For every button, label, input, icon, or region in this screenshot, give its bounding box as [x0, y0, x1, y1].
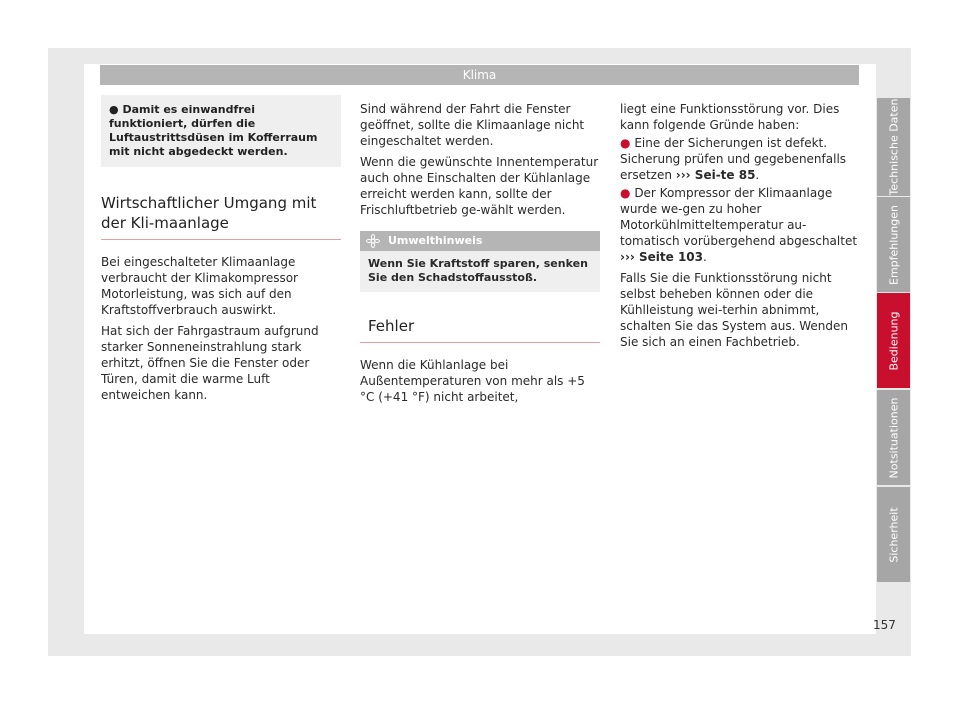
list-item: ● Eine der Sicherungen ist defekt. Sicherung prüfen und gegebenenfalls ersetzen ››› Sei-te 85. — [620, 136, 847, 182]
tab-sicherheit[interactable]: Sicherheit — [877, 487, 910, 582]
environment-note-header — [360, 231, 600, 251]
tab-notsituationen[interactable]: Notsituationen — [877, 390, 910, 485]
warning-box — [101, 95, 341, 167]
paragraph: Wenn die gewünschte Innentemperatur auch ohne Einschalten der Kühlanlage erreicht werden kann, sollte der Frischluftbetrieb ge-wählt werden. — [360, 155, 599, 217]
tab-bedienung[interactable]: Bedienung — [877, 293, 910, 388]
tab-empfehlungen[interactable]: Empfehlungen — [877, 197, 910, 292]
column-1 — [101, 95, 341, 408]
paragraph: Wenn die Kühlanlage bei Außentemperaturen von mehr als +5 °C (+41 °F) nicht arbeitet, — [360, 358, 585, 404]
section-title-economic: Wirtschaftlicher Umgang mit der Kli-maanlage — [101, 193, 341, 240]
flower-icon — [366, 234, 380, 248]
column-2 — [360, 101, 600, 410]
paragraph: Bei eingeschalteter Klimaanlage verbraucht der Klimakompressor Motorleistung, was sich auf den Kraftstoffverbrauch auswirkt. — [101, 255, 298, 317]
warning-text: Damit es einwandfrei funktioniert, dürfen die Luftaustrittsdüsen im Kofferraum mit nicht abgedeckt werden. — [109, 103, 318, 158]
column-3 — [620, 101, 860, 355]
environment-note-text: Wenn Sie Kraftstoff sparen, senken Sie den Schadstoffausstoß. — [368, 257, 588, 284]
bullet-icon: ● — [620, 136, 631, 150]
page-reference-link[interactable]: ››› Sei-te 85 — [675, 168, 756, 182]
section-title-errors: Fehler — [360, 316, 600, 343]
bullet-icon: ● — [620, 186, 631, 200]
tab-technische-daten[interactable]: Technische Daten — [877, 98, 910, 196]
paragraph: liegt eine Funktionsstörung vor. Dies kann folgende Gründe haben: — [620, 102, 840, 132]
paragraph: Sind während der Fahrt die Fenster geöffnet, sollte die Klimaanlage nicht eingeschaltet werden. — [360, 102, 585, 148]
paragraph: Falls Sie die Funktionsstörung nicht selbst beheben können oder die Kühlleistung wei-terhin abnimmt, schalten Sie das System aus. Wenden Sie sich an einen Fachbetrieb. — [620, 271, 848, 349]
list-item-text: Der Kompressor der Klimaanlage wurde we-gen zu hoher Motorkühlmitteltemperatur au-tomatisch vorübergehend abgeschaltet — [620, 186, 858, 248]
bullet-icon: ● — [109, 103, 119, 116]
list-item-text: Eine der Sicherungen ist defekt. Sicherung prüfen und gegebenenfalls ersetzen — [620, 136, 847, 182]
list-item: ● Der Kompressor der Klimaanlage wurde we-gen zu hoher Motorkühlmitteltemperatur au-tomatisch vorübergehend abgeschaltet ››› Seite 103. — [620, 186, 858, 264]
page-reference-link[interactable]: ››› Seite 103 — [620, 250, 704, 264]
page-number: 157 — [873, 618, 896, 632]
environment-note-box — [360, 231, 600, 292]
paragraph: Hat sich der Fahrgastraum aufgrund starker Sonneneinstrahlung stark erhitzt, öffnen Sie die Fenster oder Türen, damit die warme Luft entweichen kann. — [101, 324, 319, 402]
environment-note-title: Umwelthinweis — [388, 234, 483, 247]
chapter-header: Klima — [100, 65, 859, 85]
